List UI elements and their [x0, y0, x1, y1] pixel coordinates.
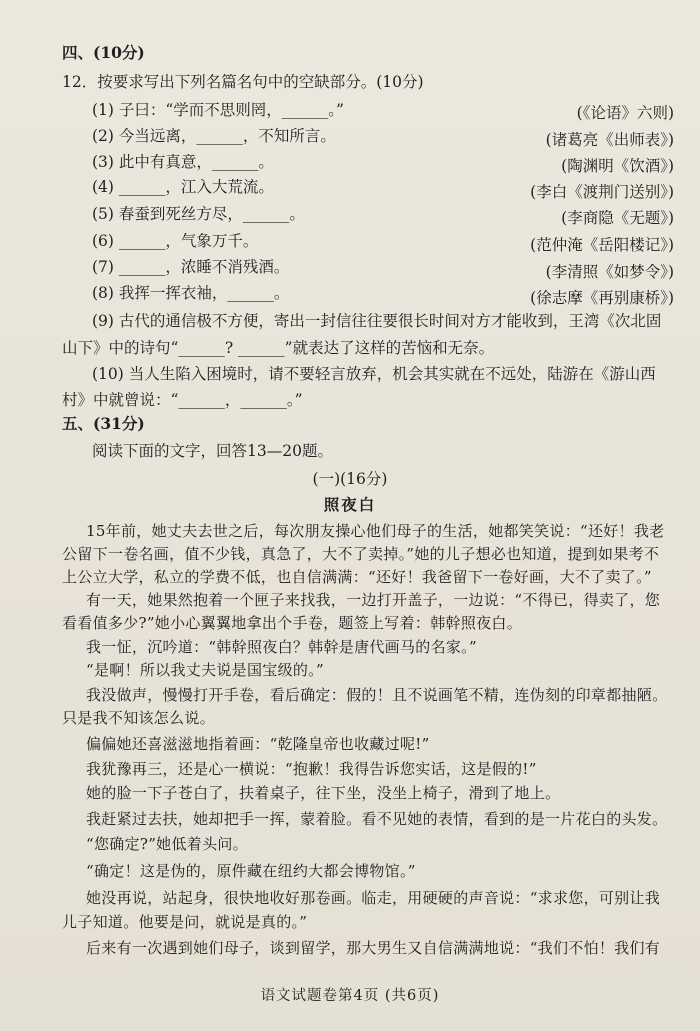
story-paragraph-line: 我没做声，慢慢打开手卷，看后确定：假的！且不说画笔不精，连伪刻的印章都抽陋。	[86, 686, 668, 704]
section-four-heading: 四、(10分)	[62, 43, 145, 62]
q12-item-1: (1) 子曰：“学而不思则罔，______。”	[92, 101, 344, 119]
story-paragraph-line: 上公立大学，私立的学费不低，也自信满满：“还好！我爸留下一卷好画，大不了卖了。”	[62, 568, 652, 586]
passage-title: 照夜白	[323, 495, 377, 514]
story-paragraph-line: 公留下一卷名画，值不少钱，真急了，大不了卖掉。”她的儿子想必也知道，提到如果考不	[62, 545, 660, 563]
story-paragraph-line: 她没再说，站起身，很快地收好那卷画。临走，用硬硬的声音说：“求求您，可别让我	[86, 889, 661, 907]
q12-item-7-source: (李清照《如梦令》)	[545, 263, 674, 281]
section-five-heading: 五、(31分)	[62, 414, 145, 433]
question-12-prompt: 12．按要求写出下列名篇名句中的空缺部分。(10分)	[62, 73, 424, 91]
section-five-instruction: 阅读下面的文字，回答13—20题。	[92, 442, 333, 460]
story-paragraph-line: 我犹豫再三，还是心一横说：“抱歉！我得告诉您实话，这是假的!”	[86, 760, 537, 778]
q12-item-1-source: (《论语》六则)	[576, 104, 674, 122]
story-paragraph-line: “确定！这是伪的，原件藏在纽约大都会博物馆。”	[86, 862, 416, 880]
q12-item-10-line1: (10) 当人生陷入困境时，请不要轻言放弃，机会其实就在不远处，陆游在《游山西	[92, 365, 656, 383]
q12-item-2-source: (诸葛亮《出师表》)	[545, 131, 674, 149]
page-footer: 语文试题卷第4页 (共6页)	[260, 988, 440, 1004]
q12-item-4-source: (李白《渡荆门送别》)	[530, 183, 674, 201]
story-paragraph-line: 有一天，她果然抱着一个匣子来找我，一边打开盖子，一边说：“不得已，得卖了，您	[86, 591, 661, 609]
story-paragraph-line: 看看值多少?”她小心翼翼地拿出个手卷，题签上写着：韩幹照夜白。	[62, 614, 523, 632]
q12-item-10-line2: 村》中就曾说：“______，______。”	[62, 391, 303, 409]
q12-item-5: (5) 春蚕到死丝方尽，______。	[92, 205, 305, 223]
story-paragraph-line: “是啊！所以我丈夫说是国宝级的。”	[86, 661, 324, 679]
story-paragraph-line: “您确定?”她低着头问。	[86, 835, 248, 853]
story-paragraph-line: 只是我不知该怎么说。	[62, 709, 216, 727]
passage-part-label: (一)(16分)	[312, 470, 388, 488]
q12-item-6-source: (范仲淹《岳阳楼记》)	[530, 236, 674, 254]
q12-item-6: (6) ______，气象万千。	[92, 232, 259, 250]
story-paragraph-line: 儿子知道。他要是问，就说是真的。”	[62, 913, 308, 931]
story-paragraph-line: 我赶紧过去扶，她却把手一挥，蒙着脸。看不见她的表情，看到的是一片花白的头发。	[86, 810, 668, 828]
q12-item-2: (2) 今当远离，______，不知所言。	[92, 127, 336, 145]
q12-item-9-line1: (9) 古代的通信极不方便，寄出一封信往往要很长时间对方才能收到，王湾《次北固	[92, 312, 662, 330]
story-paragraph-line: 她的脸一下子苍白了，扶着桌子，往下坐，没坐上椅子，滑到了地上。	[86, 784, 561, 802]
q12-item-8: (8) 我挥一挥衣袖，______。	[92, 284, 290, 302]
q12-item-7: (7) ______，浓睡不消残酒。	[92, 258, 290, 276]
q12-item-3-source: (陶渊明《饮酒》)	[561, 157, 674, 175]
q12-item-5-source: (李商隐《无题》)	[561, 209, 674, 227]
q12-item-4: (4) ______，江入大荒流。	[92, 178, 274, 196]
q12-item-9-line2: 山下》中的诗句“______? ______”就表达了这样的苦恼和无奈。	[62, 339, 495, 357]
q12-item-8-source: (徐志摩《再别康桥》)	[530, 289, 674, 307]
story-paragraph-line: 我一怔，沉吟道：“韩幹照夜白？韩幹是唐代画马的名家。”	[86, 638, 477, 656]
story-paragraph-line: 偏偏她还喜滋滋地指着画：“乾隆皇帝也收藏过呢!”	[86, 735, 430, 753]
story-paragraph-line: 后来有一次遇到她们母子，谈到留学，那大男生又自信满满地说：“我们不怕！我们有	[86, 939, 661, 957]
q12-item-3: (3) 此中有真意，______。	[92, 153, 274, 171]
story-paragraph-line: 15年前，她丈夫去世之后，每次朋友操心他们母子的生活，她都笑笑说：“还好！我老	[86, 522, 665, 540]
